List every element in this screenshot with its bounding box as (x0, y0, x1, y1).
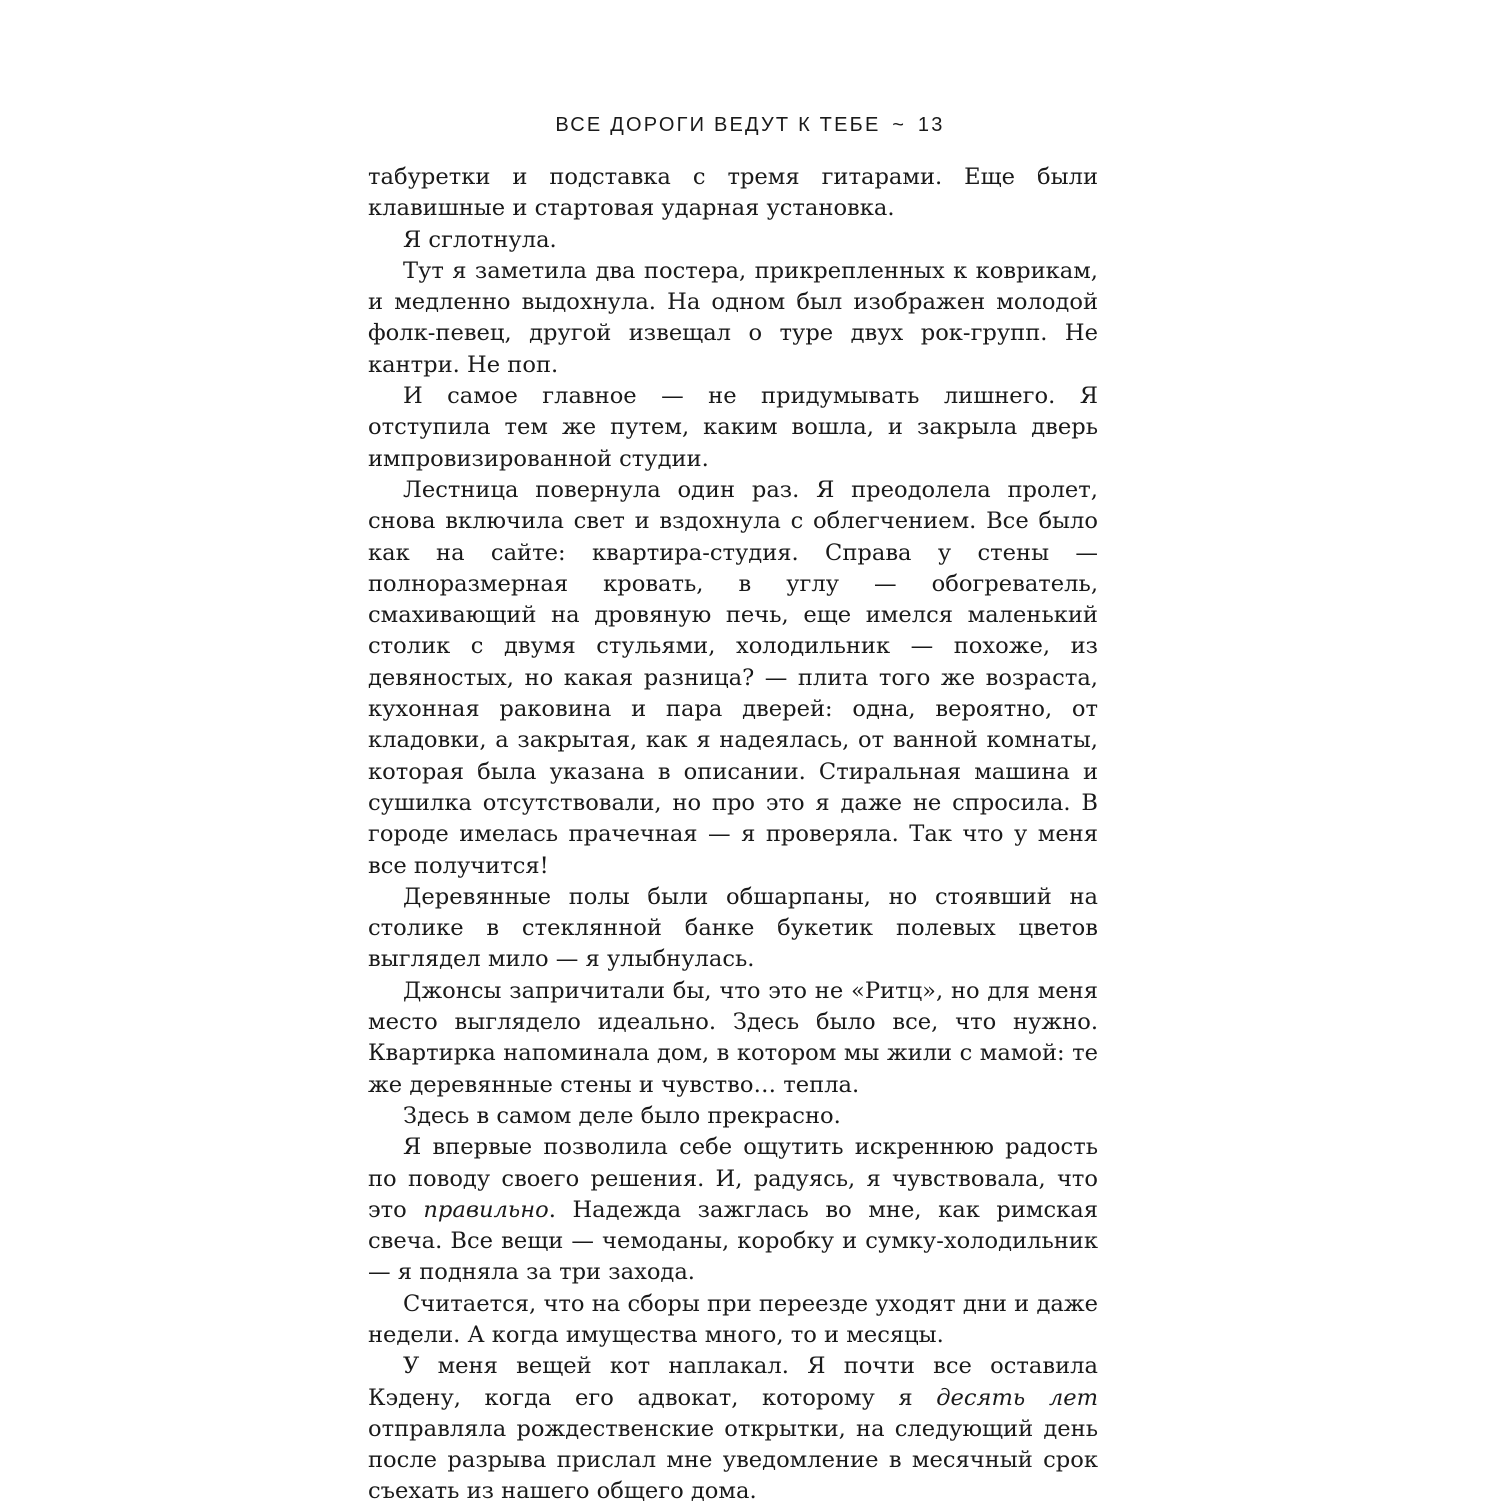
paragraph-text: . Надежда зажглась во мне, как римская свеча. Все вещи — чемоданы, коробку и сумку-холодильник — я подняла за три захода. (368, 1196, 1098, 1286)
paragraph (368, 1351, 1098, 1507)
paragraph-text: У меня вещей кот наплакал. Я почти все оставила Кэдену, когда его адвокат, которому я (368, 1353, 1098, 1411)
page-number: 13 (917, 114, 945, 136)
paragraph: Деревянные полы были обшарпаны, но стоявший на столике в стеклянной банке букетик полевых цветов выглядел мило — я улыбнулась. (368, 883, 1098, 973)
book-title: ВСЕ ДОРОГИ ВЕДУТ К ТЕБЕ (555, 114, 881, 136)
paragraph: И самое главное — не придумывать лишнего. Я отступила тем же путем, каким вошла, и закрыла дверь импровизированной студии. (368, 383, 1098, 472)
paragraph: Лестница повернула один раз. Я преодолела пролет, снова включила свет и вздохнула с облегчением. Все было как на сайте: квартира-студия. Справа у стены — полноразмерная кровать, в углу — обогреватель, смахивающий на дровяную печь, еще имелся маленький столик с двумя стульями, холодильник — похоже, из девяностых, но какая разница? — плита того же возраста, кухонная раковина и пара дверей: одна, вероятно, от кладовки, а закрытая, как я надеялась, от ванной комнаты, которая была указана в описании. Стиральная машина и сушилка отсутствовали, но про это я даже не спросила. В городе имелась прачечная — я проверяла. Так что у меня все получится! (368, 476, 1098, 879)
paragraph: Я сглотнула. (403, 226, 557, 253)
italic-emphasis: десять лет (936, 1384, 1098, 1411)
paragraph: Джонсы запричитали бы, что это не «Ритц», но для меня место выглядело идеально. Здесь было все, что нужно. Квартирка напоминала дом, в котором мы жили с мамой: те же деревянные стены и чувство… тепла. (368, 977, 1098, 1098)
paragraph (368, 1132, 1098, 1288)
paragraph-text: Я впервые позволила себе ощутить искреннюю радость по поводу своего решения. И, радуясь, я чувствовала, что это (368, 1134, 1098, 1223)
running-header (368, 110, 1132, 140)
header-separator: ~ (892, 114, 907, 136)
paragraph: Тут я заметила два постера, прикрепленных к коврикам, и медленно выдохнула. На одном был изображен молодой фолк-певец, другой извещал о туре двух рок-групп. Не кантри. Не поп. (368, 257, 1098, 378)
body-text (368, 162, 1098, 1508)
italic-emphasis: правильно (423, 1196, 549, 1223)
paragraph: табуретки и подставка с тремя гитарами. Еще были клавишные и стартовая ударная установка. (368, 164, 1098, 222)
paragraph: Здесь в самом деле было прекрасно. (403, 1102, 841, 1129)
paragraph-text: отправляла рождественские открытки, на следующий день после разрыва прислал мне уведомление в месячный срок съехать из нашего общего дома. (368, 1415, 1098, 1505)
paragraph: Считается, что на сборы при переезде уходят дни и даже недели. А когда имущества много, то и месяцы. (368, 1290, 1098, 1348)
